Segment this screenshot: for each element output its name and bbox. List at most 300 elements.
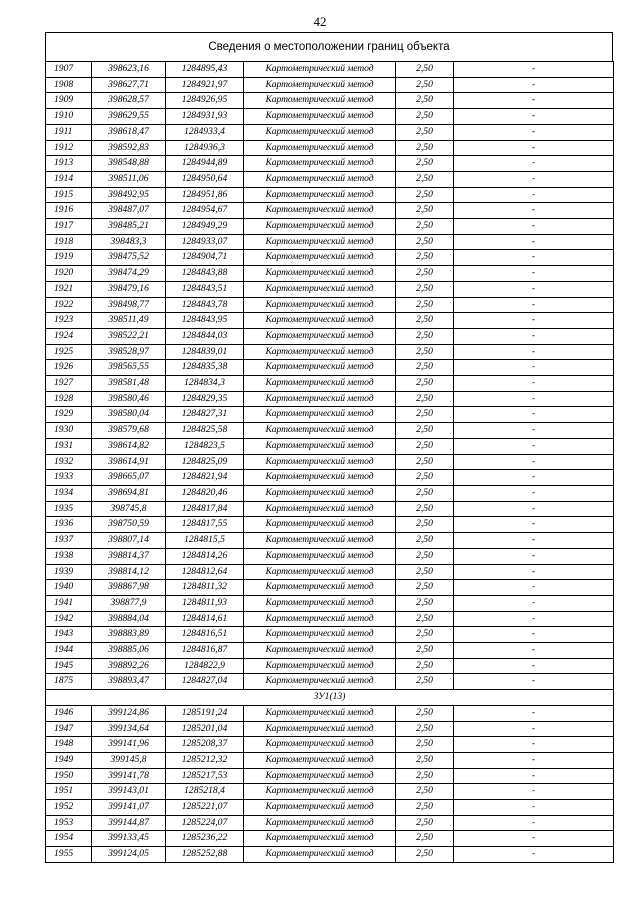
table-row <box>46 768 614 784</box>
coord-x-cell: 398892,26 <box>92 658 166 674</box>
coord-y-cell: 1284921,97 <box>166 77 244 93</box>
precision-cell: 2,50 <box>396 674 454 690</box>
precision-cell: 2,50 <box>396 533 454 549</box>
coord-y-cell: 1284839,01 <box>166 344 244 360</box>
point-number-cell: 1934 <box>46 485 92 501</box>
coordinates-table-body <box>46 62 614 863</box>
precision-cell: 2,50 <box>396 423 454 439</box>
precision-cell: 2,50 <box>396 62 454 78</box>
table-row <box>46 533 614 549</box>
method-cell: Картометрический метод <box>244 77 396 93</box>
precision-cell: 2,50 <box>396 643 454 659</box>
precision-cell: 2,50 <box>396 124 454 140</box>
point-number-cell: 1937 <box>46 533 92 549</box>
table-row <box>46 470 614 486</box>
coord-y-cell: 1284827,04 <box>166 674 244 690</box>
point-number-cell: 1923 <box>46 313 92 329</box>
table-row <box>46 328 614 344</box>
point-number-cell: 1924 <box>46 328 92 344</box>
coord-y-cell: 1284949,29 <box>166 219 244 235</box>
coord-x-cell: 399141,07 <box>92 800 166 816</box>
precision-cell: 2,50 <box>396 752 454 768</box>
description-cell: - <box>454 171 614 187</box>
coord-y-cell: 1285217,53 <box>166 768 244 784</box>
precision-cell: 2,50 <box>396 391 454 407</box>
method-cell: Картометрический метод <box>244 595 396 611</box>
method-cell: Картометрический метод <box>244 62 396 78</box>
table-row <box>46 658 614 674</box>
precision-cell: 2,50 <box>396 234 454 250</box>
description-cell: - <box>454 595 614 611</box>
method-cell: Картометрический метод <box>244 93 396 109</box>
point-number-cell: 1932 <box>46 454 92 470</box>
method-cell: Картометрический метод <box>244 533 396 549</box>
precision-cell: 2,50 <box>396 784 454 800</box>
coord-x-cell: 398665,07 <box>92 470 166 486</box>
coord-x-cell: 398627,71 <box>92 77 166 93</box>
coord-x-cell: 398877,9 <box>92 595 166 611</box>
point-number-cell: 1930 <box>46 423 92 439</box>
point-number-cell: 1925 <box>46 344 92 360</box>
precision-cell: 2,50 <box>396 219 454 235</box>
precision-cell: 2,50 <box>396 454 454 470</box>
table-row <box>46 548 614 564</box>
method-cell: Картометрический метод <box>244 548 396 564</box>
coord-y-cell: 1285208,37 <box>166 737 244 753</box>
precision-cell: 2,50 <box>396 93 454 109</box>
coord-y-cell: 1284936,3 <box>166 140 244 156</box>
point-number-cell: 1926 <box>46 360 92 376</box>
table-row <box>46 250 614 266</box>
description-cell: - <box>454 297 614 313</box>
coord-x-cell: 398485,21 <box>92 219 166 235</box>
point-number-cell: 1921 <box>46 281 92 297</box>
point-number-cell: 1910 <box>46 109 92 125</box>
coord-x-cell: 398581,48 <box>92 376 166 392</box>
coord-y-cell: 1285221,07 <box>166 800 244 816</box>
description-cell: - <box>454 62 614 78</box>
coord-y-cell: 1284816,51 <box>166 627 244 643</box>
coord-x-cell: 398885,06 <box>92 643 166 659</box>
point-number-cell: 1931 <box>46 438 92 454</box>
point-number-cell: 1922 <box>46 297 92 313</box>
description-cell: - <box>454 800 614 816</box>
coord-x-cell: 398814,12 <box>92 564 166 580</box>
method-cell: Картометрический метод <box>244 643 396 659</box>
method-cell: Картометрический метод <box>244 328 396 344</box>
coord-x-cell: 398479,16 <box>92 281 166 297</box>
table-row <box>46 407 614 423</box>
precision-cell: 2,50 <box>396 250 454 266</box>
precision-cell: 2,50 <box>396 109 454 125</box>
method-cell: Картометрический метод <box>244 815 396 831</box>
section-row <box>46 690 614 706</box>
description-cell: - <box>454 517 614 533</box>
description-cell: - <box>454 674 614 690</box>
description-cell: - <box>454 768 614 784</box>
coord-y-cell: 1284954,67 <box>166 203 244 219</box>
coord-y-cell: 1285191,24 <box>166 705 244 721</box>
coordinates-sheet <box>45 32 613 863</box>
description-cell: - <box>454 658 614 674</box>
method-cell: Картометрический метод <box>244 470 396 486</box>
description-cell: - <box>454 847 614 863</box>
coord-y-cell: 1284814,61 <box>166 611 244 627</box>
precision-cell: 2,50 <box>396 580 454 596</box>
point-number-cell: 1911 <box>46 124 92 140</box>
coord-x-cell: 398511,06 <box>92 171 166 187</box>
precision-cell: 2,50 <box>396 548 454 564</box>
precision-cell: 2,50 <box>396 485 454 501</box>
precision-cell: 2,50 <box>396 768 454 784</box>
method-cell: Картометрический метод <box>244 156 396 172</box>
coord-y-cell: 1284933,07 <box>166 234 244 250</box>
precision-cell: 2,50 <box>396 187 454 203</box>
description-cell: - <box>454 485 614 501</box>
method-cell: Картометрический метод <box>244 234 396 250</box>
precision-cell: 2,50 <box>396 800 454 816</box>
point-number-cell: 1915 <box>46 187 92 203</box>
method-cell: Картометрический метод <box>244 784 396 800</box>
point-number-cell: 1935 <box>46 501 92 517</box>
table-row <box>46 831 614 847</box>
coord-x-cell: 398548,88 <box>92 156 166 172</box>
table-row <box>46 485 614 501</box>
method-cell: Картометрический метод <box>244 847 396 863</box>
table-row <box>46 171 614 187</box>
coord-y-cell: 1284814,26 <box>166 548 244 564</box>
description-cell: - <box>454 344 614 360</box>
description-cell: - <box>454 815 614 831</box>
table-row <box>46 784 614 800</box>
coord-x-cell: 398475,52 <box>92 250 166 266</box>
coord-x-cell: 398618,47 <box>92 124 166 140</box>
method-cell: Картометрический метод <box>244 124 396 140</box>
precision-cell: 2,50 <box>396 501 454 517</box>
coord-x-cell: 398487,07 <box>92 203 166 219</box>
precision-cell: 2,50 <box>396 847 454 863</box>
point-number-cell: 1919 <box>46 250 92 266</box>
method-cell: Картометрический метод <box>244 768 396 784</box>
table-row <box>46 77 614 93</box>
coord-y-cell: 1285218,4 <box>166 784 244 800</box>
precision-cell: 2,50 <box>396 360 454 376</box>
method-cell: Картометрический метод <box>244 219 396 235</box>
coord-x-cell: 398511,49 <box>92 313 166 329</box>
method-cell: Картометрический метод <box>244 658 396 674</box>
description-cell: - <box>454 360 614 376</box>
method-cell: Картометрический метод <box>244 580 396 596</box>
point-number-cell: 1909 <box>46 93 92 109</box>
precision-cell: 2,50 <box>396 438 454 454</box>
point-number-cell: 1914 <box>46 171 92 187</box>
table-row <box>46 737 614 753</box>
coord-y-cell: 1284815,5 <box>166 533 244 549</box>
coord-y-cell: 1284820,46 <box>166 485 244 501</box>
coord-x-cell: 398814,37 <box>92 548 166 564</box>
coord-y-cell: 1284904,71 <box>166 250 244 266</box>
coord-y-cell: 1284825,58 <box>166 423 244 439</box>
table-row <box>46 438 614 454</box>
method-cell: Картометрический метод <box>244 187 396 203</box>
coord-y-cell: 1284944,89 <box>166 156 244 172</box>
coord-x-cell: 398492,95 <box>92 187 166 203</box>
coord-y-cell: 1284812,64 <box>166 564 244 580</box>
table-row <box>46 187 614 203</box>
precision-cell: 2,50 <box>396 313 454 329</box>
description-cell: - <box>454 737 614 753</box>
description-cell: - <box>454 643 614 659</box>
point-number-cell: 1949 <box>46 752 92 768</box>
description-cell: - <box>454 124 614 140</box>
precision-cell: 2,50 <box>396 517 454 533</box>
coord-x-cell: 398745,8 <box>92 501 166 517</box>
point-number-cell: 1940 <box>46 580 92 596</box>
description-cell: - <box>454 438 614 454</box>
coord-y-cell: 1284829,35 <box>166 391 244 407</box>
method-cell: Картометрический метод <box>244 376 396 392</box>
coord-x-cell: 399124,86 <box>92 705 166 721</box>
method-cell: Картометрический метод <box>244 705 396 721</box>
description-cell: - <box>454 752 614 768</box>
coord-x-cell: 398614,82 <box>92 438 166 454</box>
point-number-cell: 1920 <box>46 266 92 282</box>
coord-y-cell: 1285212,32 <box>166 752 244 768</box>
coord-y-cell: 1284926,95 <box>166 93 244 109</box>
coord-x-cell: 398565,55 <box>92 360 166 376</box>
description-cell: - <box>454 564 614 580</box>
method-cell: Картометрический метод <box>244 737 396 753</box>
table-row <box>46 391 614 407</box>
coord-x-cell: 398528,97 <box>92 344 166 360</box>
description-cell: - <box>454 580 614 596</box>
point-number-cell: 1918 <box>46 234 92 250</box>
coord-x-cell: 398884,04 <box>92 611 166 627</box>
coord-y-cell: 1284835,38 <box>166 360 244 376</box>
coord-x-cell: 399124,05 <box>92 847 166 863</box>
point-number-cell: 1917 <box>46 219 92 235</box>
coord-y-cell: 1285201,04 <box>166 721 244 737</box>
coord-x-cell: 398580,46 <box>92 391 166 407</box>
table-row <box>46 156 614 172</box>
precision-cell: 2,50 <box>396 564 454 580</box>
method-cell: Картометрический метод <box>244 391 396 407</box>
table-row <box>46 234 614 250</box>
point-number-cell: 1951 <box>46 784 92 800</box>
description-cell: - <box>454 548 614 564</box>
point-number-cell: 1943 <box>46 627 92 643</box>
method-cell: Картометрический метод <box>244 360 396 376</box>
description-cell: - <box>454 721 614 737</box>
point-number-cell: 1945 <box>46 658 92 674</box>
table-row <box>46 62 614 78</box>
coord-x-cell: 398628,57 <box>92 93 166 109</box>
point-number-cell: 1955 <box>46 847 92 863</box>
coord-y-cell: 1284811,93 <box>166 595 244 611</box>
description-cell: - <box>454 266 614 282</box>
precision-cell: 2,50 <box>396 705 454 721</box>
table-row <box>46 124 614 140</box>
description-cell: - <box>454 77 614 93</box>
precision-cell: 2,50 <box>396 627 454 643</box>
coord-x-cell: 398883,89 <box>92 627 166 643</box>
method-cell: Картометрический метод <box>244 454 396 470</box>
point-number-cell: 1928 <box>46 391 92 407</box>
table-row <box>46 800 614 816</box>
description-cell: - <box>454 423 614 439</box>
coord-x-cell: 398807,14 <box>92 533 166 549</box>
coord-x-cell: 398629,55 <box>92 109 166 125</box>
precision-cell: 2,50 <box>396 611 454 627</box>
coord-x-cell: 398579,68 <box>92 423 166 439</box>
coord-y-cell: 1284931,93 <box>166 109 244 125</box>
precision-cell: 2,50 <box>396 815 454 831</box>
method-cell: Картометрический метод <box>244 203 396 219</box>
coord-x-cell: 399144,87 <box>92 815 166 831</box>
method-cell: Картометрический метод <box>244 721 396 737</box>
coord-x-cell: 398893,47 <box>92 674 166 690</box>
table-row <box>46 674 614 690</box>
coord-y-cell: 1285224,07 <box>166 815 244 831</box>
table-row <box>46 611 614 627</box>
table-row <box>46 580 614 596</box>
description-cell: - <box>454 93 614 109</box>
description-cell: - <box>454 250 614 266</box>
description-cell: - <box>454 784 614 800</box>
method-cell: Картометрический метод <box>244 831 396 847</box>
point-number-cell: 1944 <box>46 643 92 659</box>
table-row <box>46 266 614 282</box>
precision-cell: 2,50 <box>396 140 454 156</box>
coord-x-cell: 398614,91 <box>92 454 166 470</box>
table-row <box>46 423 614 439</box>
table-row <box>46 721 614 737</box>
table-row <box>46 360 614 376</box>
coord-x-cell: 398694,81 <box>92 485 166 501</box>
description-cell: - <box>454 109 614 125</box>
method-cell: Картометрический метод <box>244 674 396 690</box>
coord-y-cell: 1284811,32 <box>166 580 244 596</box>
point-number-cell: 1933 <box>46 470 92 486</box>
description-cell: - <box>454 454 614 470</box>
description-cell: - <box>454 501 614 517</box>
point-number-cell: 1946 <box>46 705 92 721</box>
table-row <box>46 752 614 768</box>
coord-y-cell: 1284843,88 <box>166 266 244 282</box>
coord-y-cell: 1284821,94 <box>166 470 244 486</box>
description-cell: - <box>454 407 614 423</box>
page-number: 42 <box>313 14 327 29</box>
method-cell: Картометрический метод <box>244 344 396 360</box>
table-row <box>46 93 614 109</box>
table-row <box>46 297 614 313</box>
point-number-cell: 1950 <box>46 768 92 784</box>
table-row <box>46 281 614 297</box>
coord-y-cell: 1284822,9 <box>166 658 244 674</box>
table-row <box>46 705 614 721</box>
coord-y-cell: 1284844,03 <box>166 328 244 344</box>
table-row <box>46 847 614 863</box>
precision-cell: 2,50 <box>396 266 454 282</box>
coord-y-cell: 1284817,55 <box>166 517 244 533</box>
point-number-cell: 1942 <box>46 611 92 627</box>
description-cell: - <box>454 470 614 486</box>
coord-y-cell: 1284843,51 <box>166 281 244 297</box>
point-number-cell: 1954 <box>46 831 92 847</box>
method-cell: Картометрический метод <box>244 250 396 266</box>
coord-x-cell: 399133,45 <box>92 831 166 847</box>
description-cell: - <box>454 705 614 721</box>
coord-x-cell: 398580,04 <box>92 407 166 423</box>
description-cell: - <box>454 281 614 297</box>
coord-y-cell: 1284843,78 <box>166 297 244 313</box>
table-row <box>46 643 614 659</box>
table-row <box>46 376 614 392</box>
point-number-cell: 1947 <box>46 721 92 737</box>
coord-y-cell: 1285252,88 <box>166 847 244 863</box>
point-number-cell: 1953 <box>46 815 92 831</box>
coord-x-cell: 398474,29 <box>92 266 166 282</box>
description-cell: - <box>454 313 614 329</box>
point-number-cell: 1939 <box>46 564 92 580</box>
coord-y-cell: 1284827,31 <box>166 407 244 423</box>
method-cell: Картометрический метод <box>244 109 396 125</box>
method-cell: Картометрический метод <box>244 438 396 454</box>
method-cell: Картометрический метод <box>244 171 396 187</box>
coord-y-cell: 1284895,43 <box>166 62 244 78</box>
section-label: ЗУ1(13) <box>46 690 614 706</box>
precision-cell: 2,50 <box>396 171 454 187</box>
coordinates-table <box>45 61 614 863</box>
coord-x-cell: 398592,83 <box>92 140 166 156</box>
precision-cell: 2,50 <box>396 595 454 611</box>
coord-x-cell: 399141,78 <box>92 768 166 784</box>
point-number-cell: 1941 <box>46 595 92 611</box>
coord-y-cell: 1284951,86 <box>166 187 244 203</box>
precision-cell: 2,50 <box>396 376 454 392</box>
precision-cell: 2,50 <box>396 831 454 847</box>
method-cell: Картометрический метод <box>244 140 396 156</box>
precision-cell: 2,50 <box>396 737 454 753</box>
point-number-cell: 1913 <box>46 156 92 172</box>
coord-y-cell: 1284823,5 <box>166 438 244 454</box>
coord-y-cell: 1284817,84 <box>166 501 244 517</box>
precision-cell: 2,50 <box>396 407 454 423</box>
coord-y-cell: 1284843,95 <box>166 313 244 329</box>
method-cell: Картометрический метод <box>244 501 396 517</box>
coord-y-cell: 1285236,22 <box>166 831 244 847</box>
coord-x-cell: 398867,98 <box>92 580 166 596</box>
table-row <box>46 595 614 611</box>
coord-x-cell: 398498,77 <box>92 297 166 313</box>
coord-x-cell: 399143,01 <box>92 784 166 800</box>
description-cell: - <box>454 391 614 407</box>
description-cell: - <box>454 328 614 344</box>
table-row <box>46 140 614 156</box>
description-cell: - <box>454 627 614 643</box>
point-number-cell: 1912 <box>46 140 92 156</box>
coord-x-cell: 398623,16 <box>92 62 166 78</box>
precision-cell: 2,50 <box>396 658 454 674</box>
precision-cell: 2,50 <box>396 156 454 172</box>
method-cell: Картометрический метод <box>244 266 396 282</box>
coord-y-cell: 1284825,09 <box>166 454 244 470</box>
point-number-cell: 1907 <box>46 62 92 78</box>
coord-y-cell: 1284950,64 <box>166 171 244 187</box>
method-cell: Картометрический метод <box>244 423 396 439</box>
coord-y-cell: 1284933,4 <box>166 124 244 140</box>
coord-x-cell: 398483,3 <box>92 234 166 250</box>
